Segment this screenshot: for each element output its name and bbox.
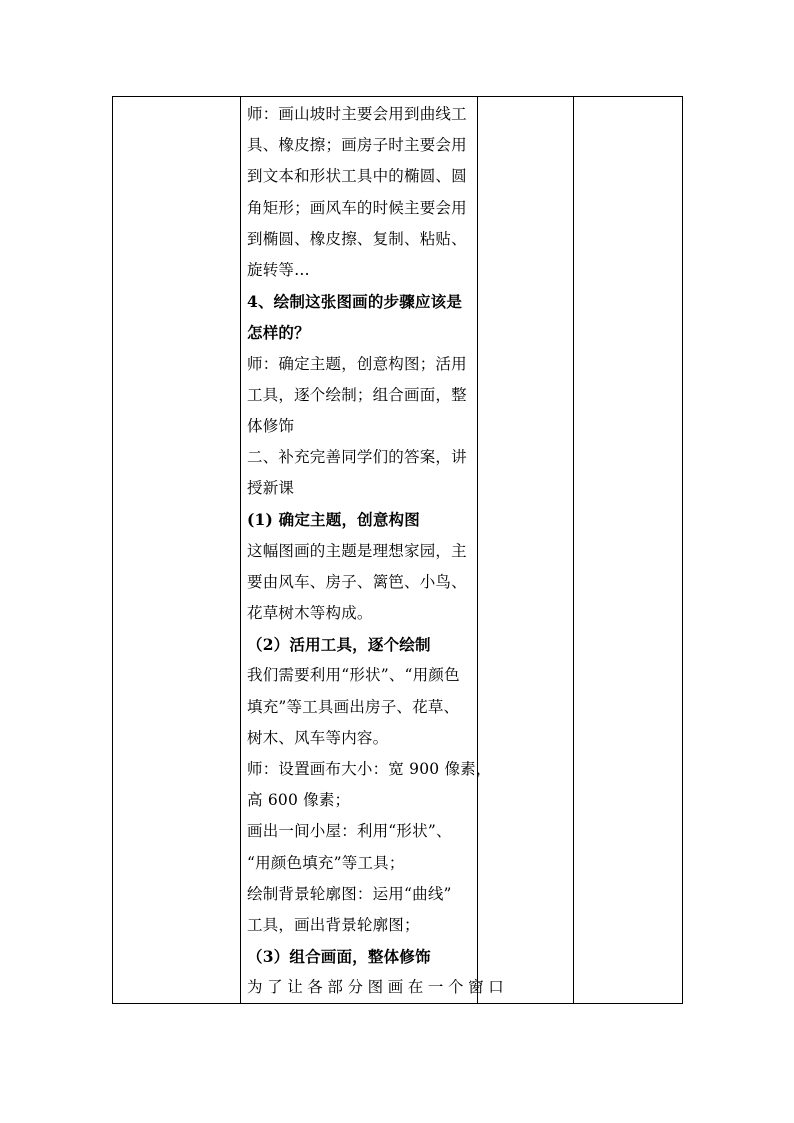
table-cell-content: [241, 97, 509, 1004]
content-text-line: 师：确定主题，创意构图；活用: [247, 354, 467, 373]
content-text-line: 工具，逐个绘制；组合画面，整: [247, 385, 467, 404]
content-heading-line: （3）组合画面，整体修饰: [247, 947, 431, 967]
content-text-line: 我们需要利用“形状”、“用颜色: [247, 666, 460, 685]
content-text-line: 二、补充完善同学们的答案，讲: [247, 448, 467, 467]
content-text-line: 旋转等…: [247, 260, 310, 279]
content-text-line: 体修饰: [247, 416, 295, 435]
content-text-line: 具、橡皮擦；画房子时主要会用: [247, 136, 467, 155]
content-text-line: 绘制背景轮廓图：运用“曲线”: [247, 884, 452, 903]
content-text-line: 工具，画出背景轮廓图；: [247, 915, 420, 934]
content-text-line: 这幅图画的主题是理想家园，主: [247, 541, 467, 560]
content-text-line: 授新课: [247, 479, 295, 498]
content-heading-line: (1) 确定主题，创意构图: [247, 510, 420, 530]
content-text-line: 师：画山坡时主要会用到曲线工: [247, 105, 467, 123]
content-text-line: 为了让各部分图画在一个窗口: [247, 978, 509, 997]
content-text-line: “用颜色填充”等工具；: [247, 853, 405, 872]
content-text-line: 要由风车、房子、篱笆、小鸟、: [247, 572, 467, 591]
lesson-plan-table: [112, 96, 683, 1004]
content-heading-line: （2）活用工具，逐个绘制: [247, 635, 431, 655]
content-text-line: 画出一间小屋：利用“形状”、: [247, 822, 452, 841]
content-text-line: 花草树木等构成。: [247, 604, 373, 622]
content-text-line: 填充”等工具画出房子、花草、: [247, 697, 460, 716]
content-text-line: 角矩形；画风车的时候主要会用: [247, 198, 467, 217]
table-row: [113, 97, 683, 1004]
content-heading-line: 4、绘制这张图画的步骤应该是: [247, 292, 463, 312]
table-cell-left: [113, 97, 241, 1004]
content-text-line: 师：设置画布大小：宽 900 像素，: [247, 759, 492, 778]
content-lines: [241, 97, 509, 1003]
content-text-line: 到椭圆、橡皮擦、复制、粘贴、: [247, 229, 467, 248]
content-text-line: 树木、风车等内容。: [247, 728, 389, 747]
content-text-line: 到文本和形状工具中的椭圆、圆: [247, 167, 467, 186]
content-heading-line: 怎样的？: [247, 323, 310, 343]
content-text-line: 高 600 像素；: [247, 791, 351, 810]
table-cell-right: [574, 97, 683, 1004]
table-cell-third: [478, 97, 574, 1004]
